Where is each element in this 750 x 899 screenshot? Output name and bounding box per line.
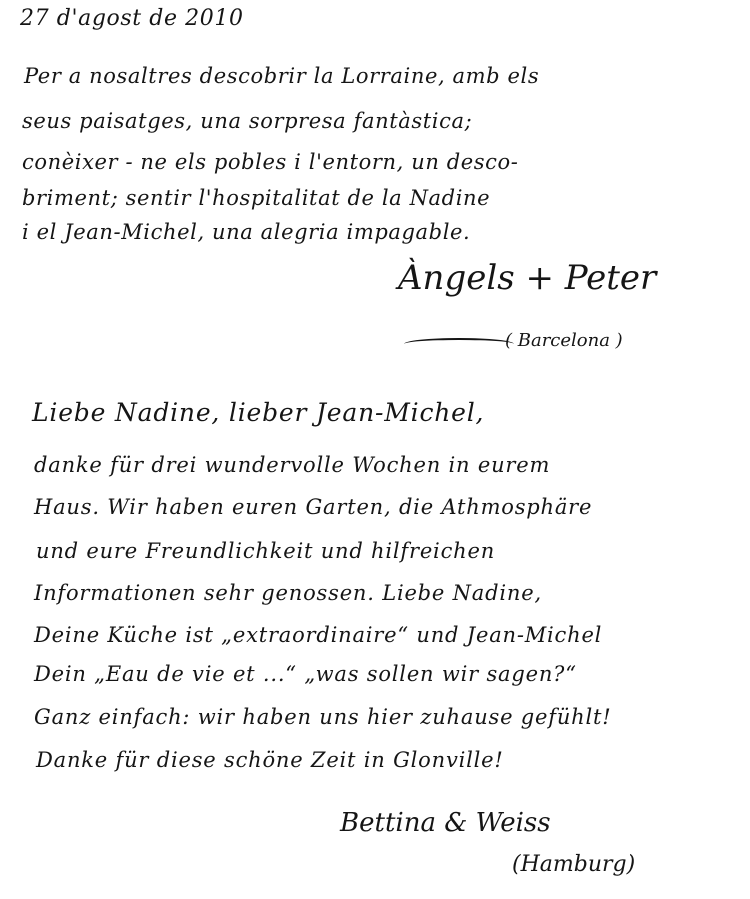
signature: Bettina & Weiss [340, 808, 551, 838]
entry-line: Dein „Eau de vie et ...“ „was sollen wir sagen?“ [34, 662, 577, 686]
signature-place: (Hamburg) [512, 852, 636, 877]
entry-line: danke für drei wundervolle Wochen in eurem [34, 453, 551, 477]
entry-line: i el Jean-Michel, una alegria impagable. [22, 220, 471, 244]
entry-date: 27 d'agost de 2010 [20, 6, 244, 31]
entry-greeting: Liebe Nadine, lieber Jean-Michel, [32, 398, 485, 427]
entry-line: Deine Küche ist „extraordinaire“ und Jean-Michel [34, 623, 603, 647]
entry-line: Informationen sehr genossen. Liebe Nadine, [34, 581, 542, 605]
entry-line: und eure Freundlichkeit und hilfreichen [36, 539, 496, 563]
entry-line: seus paisatges, una sorpresa fantàstica; [22, 109, 473, 133]
entry-line: Danke für diese schöne Zeit in Glonville! [36, 748, 504, 772]
entry-line: Per a nosaltres descobrir la Lorraine, amb els [24, 64, 540, 88]
entry-line: conèixer - ne els pobles i l'entorn, un desco- [22, 150, 519, 174]
entry-line: briment; sentir l'hospitalitat de la Nadine [22, 186, 491, 210]
signature: Àngels + Peter [398, 258, 657, 298]
entry-line: Haus. Wir haben euren Garten, die Athmosphäre [34, 495, 593, 519]
signature-underline [404, 338, 514, 350]
signature-place: ( Barcelona ) [505, 330, 623, 351]
entry-line: Ganz einfach: wir haben uns hier zuhause gefühlt! [34, 705, 612, 729]
